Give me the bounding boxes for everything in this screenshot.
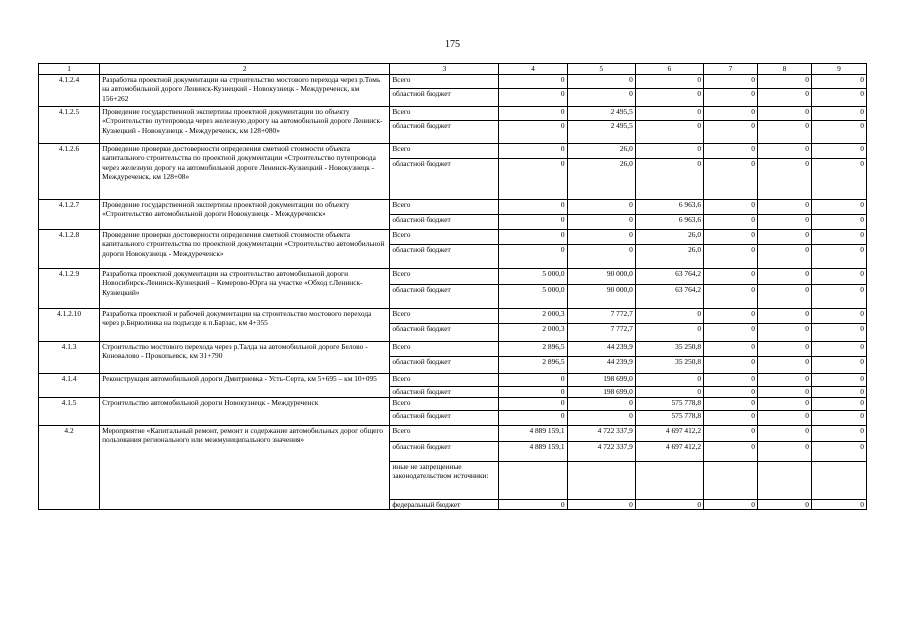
amount-cell: 5 000,0: [499, 269, 567, 285]
amount-cell: 0: [635, 75, 703, 89]
amount-cell: 0: [757, 215, 811, 230]
funding-source: Всего: [390, 200, 499, 215]
amount-cell: 0: [757, 285, 811, 309]
amount-cell: 2 000,3: [499, 324, 567, 342]
amount-cell: 0: [757, 245, 811, 269]
funding-source: федеральный бюджет: [390, 500, 499, 510]
amount-cell: 0: [704, 411, 758, 426]
amount-cell: 0: [811, 159, 866, 200]
amount-cell: 0: [757, 374, 811, 387]
amount-cell: 4 889 159,1: [499, 426, 567, 442]
item-code: 4.1.2.4: [39, 75, 100, 107]
funding-source: Всего: [390, 309, 499, 324]
amount-cell: 0: [757, 121, 811, 144]
amount-cell: 0: [811, 107, 866, 121]
amount-cell: 0: [811, 500, 866, 510]
amount-cell: 7 772,7: [567, 309, 635, 324]
amount-cell: 0: [757, 144, 811, 159]
amount-cell: 26,0: [635, 245, 703, 269]
item-code: 4.1.4: [39, 374, 100, 398]
amount-cell: 2 896,5: [499, 357, 567, 374]
amount-cell: 0: [811, 200, 866, 215]
funding-source: Всего: [390, 230, 499, 245]
amount-cell: 0: [567, 215, 635, 230]
amount-cell: 35 250,8: [635, 357, 703, 374]
column-header: 9: [811, 64, 866, 75]
amount-cell: 44 239,9: [567, 357, 635, 374]
item-code: 4.1.2.6: [39, 144, 100, 200]
amount-cell: 0: [704, 387, 758, 398]
amount-cell: 0: [704, 269, 758, 285]
table-row: [39, 309, 867, 324]
amount-cell: [635, 462, 703, 500]
item-description: Разработка проектной документации на строительство автомобильной дороги Новосибирск-Ленинск-Кузнецкий – Кемерово-Юрга на участке «Обход г.Ленинск-Кузнецкий»: [100, 269, 390, 309]
funding-source: Всего: [390, 398, 499, 411]
amount-cell: 0: [499, 387, 567, 398]
amount-cell: 0: [499, 398, 567, 411]
amount-cell: 0: [499, 215, 567, 230]
amount-cell: 0: [811, 398, 866, 411]
amount-cell: 26,0: [567, 159, 635, 200]
column-header: 4: [499, 64, 567, 75]
table-row: [39, 398, 867, 411]
amount-cell: 0: [757, 398, 811, 411]
item-description: Проведение проверки достоверности определения сметной стоимости объекта капитального строительства по проектной документации «Строительство путепровода через железную дорогу на автомобильной дороге Ленинск-Кузнецкий - Новокузнецк - Междуреченск, км 128+08»: [100, 144, 390, 200]
amount-cell: 2 495,5: [567, 107, 635, 121]
amount-cell: 0: [704, 357, 758, 374]
funding-source: областной бюджет: [390, 285, 499, 309]
amount-cell: 0: [704, 309, 758, 324]
item-description: Разработка проектной документации на строительство мостового перехода через р.Томь на автомобильной дороге Ленинск-Кузнецкий - Новокузнецк - Междуреченск, км 156+262: [100, 75, 390, 107]
amount-cell: 0: [811, 442, 866, 462]
funding-source: Всего: [390, 374, 499, 387]
amount-cell: 0: [811, 215, 866, 230]
amount-cell: 0: [567, 398, 635, 411]
amount-cell: 0: [811, 387, 866, 398]
amount-cell: 0: [811, 374, 866, 387]
amount-cell: 575 778,8: [635, 411, 703, 426]
amount-cell: 0: [635, 121, 703, 144]
column-header: 7: [704, 64, 758, 75]
amount-cell: 0: [704, 107, 758, 121]
amount-cell: 0: [499, 500, 567, 510]
amount-cell: 90 000,0: [567, 285, 635, 309]
item-description: Мероприятие «Капитальный ремонт, ремонт и содержание автомобильных дорог общего пользования регионального или межмуниципального значения»: [100, 426, 390, 510]
amount-cell: 0: [757, 159, 811, 200]
amount-cell: 7 772,7: [567, 324, 635, 342]
amount-cell: 2 495,5: [567, 121, 635, 144]
amount-cell: 4 722 337,9: [567, 442, 635, 462]
amount-cell: 0: [757, 357, 811, 374]
amount-cell: 0: [499, 411, 567, 426]
column-header: 5: [567, 64, 635, 75]
amount-cell: 0: [567, 89, 635, 107]
item-description: Строительство автомобильной дороги Новокузнецк - Междуреченск: [100, 398, 390, 426]
column-header: 2: [100, 64, 390, 75]
funding-source: областной бюджет: [390, 245, 499, 269]
amount-cell: 0: [567, 500, 635, 510]
amount-cell: 6 963,6: [635, 200, 703, 215]
amount-cell: 0: [499, 107, 567, 121]
column-header: 6: [635, 64, 703, 75]
amount-cell: 0: [635, 309, 703, 324]
amount-cell: 0: [704, 324, 758, 342]
amount-cell: 0: [567, 411, 635, 426]
amount-cell: 198 699,0: [567, 387, 635, 398]
amount-cell: 0: [757, 89, 811, 107]
funding-source: областной бюджет: [390, 324, 499, 342]
amount-cell: 198 699,0: [567, 374, 635, 387]
amount-cell: 0: [704, 121, 758, 144]
amount-cell: 0: [704, 200, 758, 215]
amount-cell: 0: [757, 107, 811, 121]
amount-cell: 0: [757, 75, 811, 89]
amount-cell: 0: [704, 245, 758, 269]
table-body: [39, 75, 867, 510]
amount-cell: 0: [811, 269, 866, 285]
amount-cell: 0: [704, 442, 758, 462]
funding-source: Всего: [390, 342, 499, 357]
funding-source: областной бюджет: [390, 387, 499, 398]
amount-cell: 0: [704, 75, 758, 89]
amount-cell: 0: [635, 144, 703, 159]
item-code: 4.1.3: [39, 342, 100, 374]
amount-cell: 0: [811, 75, 866, 89]
table-row: [39, 374, 867, 387]
amount-cell: 0: [811, 245, 866, 269]
funding-source: Всего: [390, 75, 499, 89]
amount-cell: 0: [757, 230, 811, 245]
amount-cell: 0: [567, 200, 635, 215]
amount-cell: 0: [757, 200, 811, 215]
amount-cell: 0: [567, 230, 635, 245]
amount-cell: 0: [499, 121, 567, 144]
amount-cell: 0: [499, 75, 567, 89]
amount-cell: 0: [811, 285, 866, 309]
funding-source: иные не запрещенные законодательством источники:: [390, 462, 499, 500]
amount-cell: 0: [704, 89, 758, 107]
amount-cell: 0: [499, 245, 567, 269]
amount-cell: 0: [757, 411, 811, 426]
item-code: 4.1.2.8: [39, 230, 100, 269]
amount-cell: 0: [635, 89, 703, 107]
amount-cell: 0: [757, 324, 811, 342]
amount-cell: 0: [811, 309, 866, 324]
funding-source: Всего: [390, 107, 499, 121]
amount-cell: 0: [499, 230, 567, 245]
table-row: [39, 144, 867, 159]
funding-source: Всего: [390, 144, 499, 159]
table-row: [39, 75, 867, 89]
amount-cell: 0: [757, 500, 811, 510]
amount-cell: 26,0: [635, 230, 703, 245]
amount-cell: 4 697 412,2: [635, 442, 703, 462]
amount-cell: 6 963,6: [635, 215, 703, 230]
table-row: [39, 107, 867, 121]
funding-source: Всего: [390, 426, 499, 442]
table-row: [39, 426, 867, 442]
budget-table: [38, 63, 867, 510]
amount-cell: 0: [811, 144, 866, 159]
amount-cell: 0: [704, 144, 758, 159]
item-description: Проведение государственной экспертизы проектной документации по объекту «Строительство автомобильной дороги Новокузнецк - Междуреченск»: [100, 200, 390, 230]
amount-cell: [567, 462, 635, 500]
amount-cell: [811, 462, 866, 500]
amount-cell: 44 239,9: [567, 342, 635, 357]
table-row: [39, 342, 867, 357]
funding-source: областной бюджет: [390, 442, 499, 462]
header-row: [39, 64, 867, 75]
amount-cell: 0: [757, 387, 811, 398]
amount-cell: 0: [757, 342, 811, 357]
funding-source: областной бюджет: [390, 357, 499, 374]
amount-cell: 0: [635, 107, 703, 121]
amount-cell: 5 000,0: [499, 285, 567, 309]
table-row: [39, 269, 867, 285]
amount-cell: [704, 462, 758, 500]
table-row: [39, 200, 867, 215]
column-header: 3: [390, 64, 499, 75]
item-description: Проведение проверки достоверности определения сметной стоимости объекта капитального строительства по проектной документации «Строительство автомобильной дороги Новокузнецк - Междуреченск»: [100, 230, 390, 269]
amount-cell: 0: [499, 159, 567, 200]
amount-cell: 0: [704, 230, 758, 245]
amount-cell: 0: [811, 426, 866, 442]
amount-cell: 0: [757, 269, 811, 285]
column-header: 1: [39, 64, 100, 75]
amount-cell: 4 889 159,1: [499, 442, 567, 462]
item-code: 4.1.2.7: [39, 200, 100, 230]
amount-cell: [757, 462, 811, 500]
amount-cell: 26,0: [567, 144, 635, 159]
item-description: Реконструкция автомобильной дороги Дмитриевка - Усть-Серта, км 5+695 – км 10+095: [100, 374, 390, 398]
item-code: 4.1.2.10: [39, 309, 100, 342]
funding-source: областной бюджет: [390, 411, 499, 426]
item-code: 4.1.2.9: [39, 269, 100, 309]
amount-cell: 0: [704, 426, 758, 442]
amount-cell: 0: [704, 215, 758, 230]
page-number: 175: [445, 39, 460, 50]
table-row: [39, 230, 867, 245]
amount-cell: 2 000,3: [499, 309, 567, 324]
amount-cell: 0: [811, 121, 866, 144]
amount-cell: 0: [704, 500, 758, 510]
amount-cell: 575 778,8: [635, 398, 703, 411]
amount-cell: 0: [567, 75, 635, 89]
column-header: 8: [757, 64, 811, 75]
amount-cell: 0: [635, 374, 703, 387]
amount-cell: 0: [635, 159, 703, 200]
amount-cell: 2 896,5: [499, 342, 567, 357]
amount-cell: 63 764,2: [635, 269, 703, 285]
amount-cell: 4 722 337,9: [567, 426, 635, 442]
amount-cell: 0: [704, 374, 758, 387]
item-description: Разработка проектной и рабочей документации на строительство мостового перехода через р.Бирюлинка на подъезде к п.Барзас, км 4+355: [100, 309, 390, 342]
amount-cell: 0: [499, 89, 567, 107]
funding-source: Всего: [390, 269, 499, 285]
amount-cell: 0: [757, 426, 811, 442]
item-code: 4.1.5: [39, 398, 100, 426]
amount-cell: 0: [567, 245, 635, 269]
amount-cell: 0: [811, 230, 866, 245]
amount-cell: 0: [811, 324, 866, 342]
amount-cell: 0: [499, 144, 567, 159]
item-description: Строительство мостового перехода через р.Талда на автомобильной дороге Белово - Коновалово - Прокопьевск, км 31+790: [100, 342, 390, 374]
amount-cell: 0: [704, 159, 758, 200]
amount-cell: 0: [704, 398, 758, 411]
item-code: 4.1.2.5: [39, 107, 100, 144]
amount-cell: 0: [811, 411, 866, 426]
amount-cell: [499, 462, 567, 500]
amount-cell: 0: [757, 309, 811, 324]
item-code: 4.2: [39, 426, 100, 510]
amount-cell: 0: [635, 387, 703, 398]
amount-cell: 0: [704, 342, 758, 357]
funding-source: областной бюджет: [390, 215, 499, 230]
amount-cell: 0: [499, 374, 567, 387]
amount-cell: 0: [635, 324, 703, 342]
amount-cell: 0: [811, 357, 866, 374]
funding-source: областной бюджет: [390, 159, 499, 200]
amount-cell: 0: [635, 500, 703, 510]
amount-cell: 0: [811, 89, 866, 107]
funding-source: областной бюджет: [390, 121, 499, 144]
item-description: Проведение государственной экспертизы проектной документации по объекту «Строительство путепровода через железную дорогу на автомобильной дороге Ленинск-Кузнецкий - Новокузнецк - Междуреченск, км 128+080»: [100, 107, 390, 144]
amount-cell: 90 000,0: [567, 269, 635, 285]
funding-source: областной бюджет: [390, 89, 499, 107]
amount-cell: 0: [704, 285, 758, 309]
amount-cell: 0: [757, 442, 811, 462]
amount-cell: 0: [811, 342, 866, 357]
amount-cell: 63 764,2: [635, 285, 703, 309]
amount-cell: 35 250,8: [635, 342, 703, 357]
amount-cell: 4 697 412,2: [635, 426, 703, 442]
amount-cell: 0: [499, 200, 567, 215]
